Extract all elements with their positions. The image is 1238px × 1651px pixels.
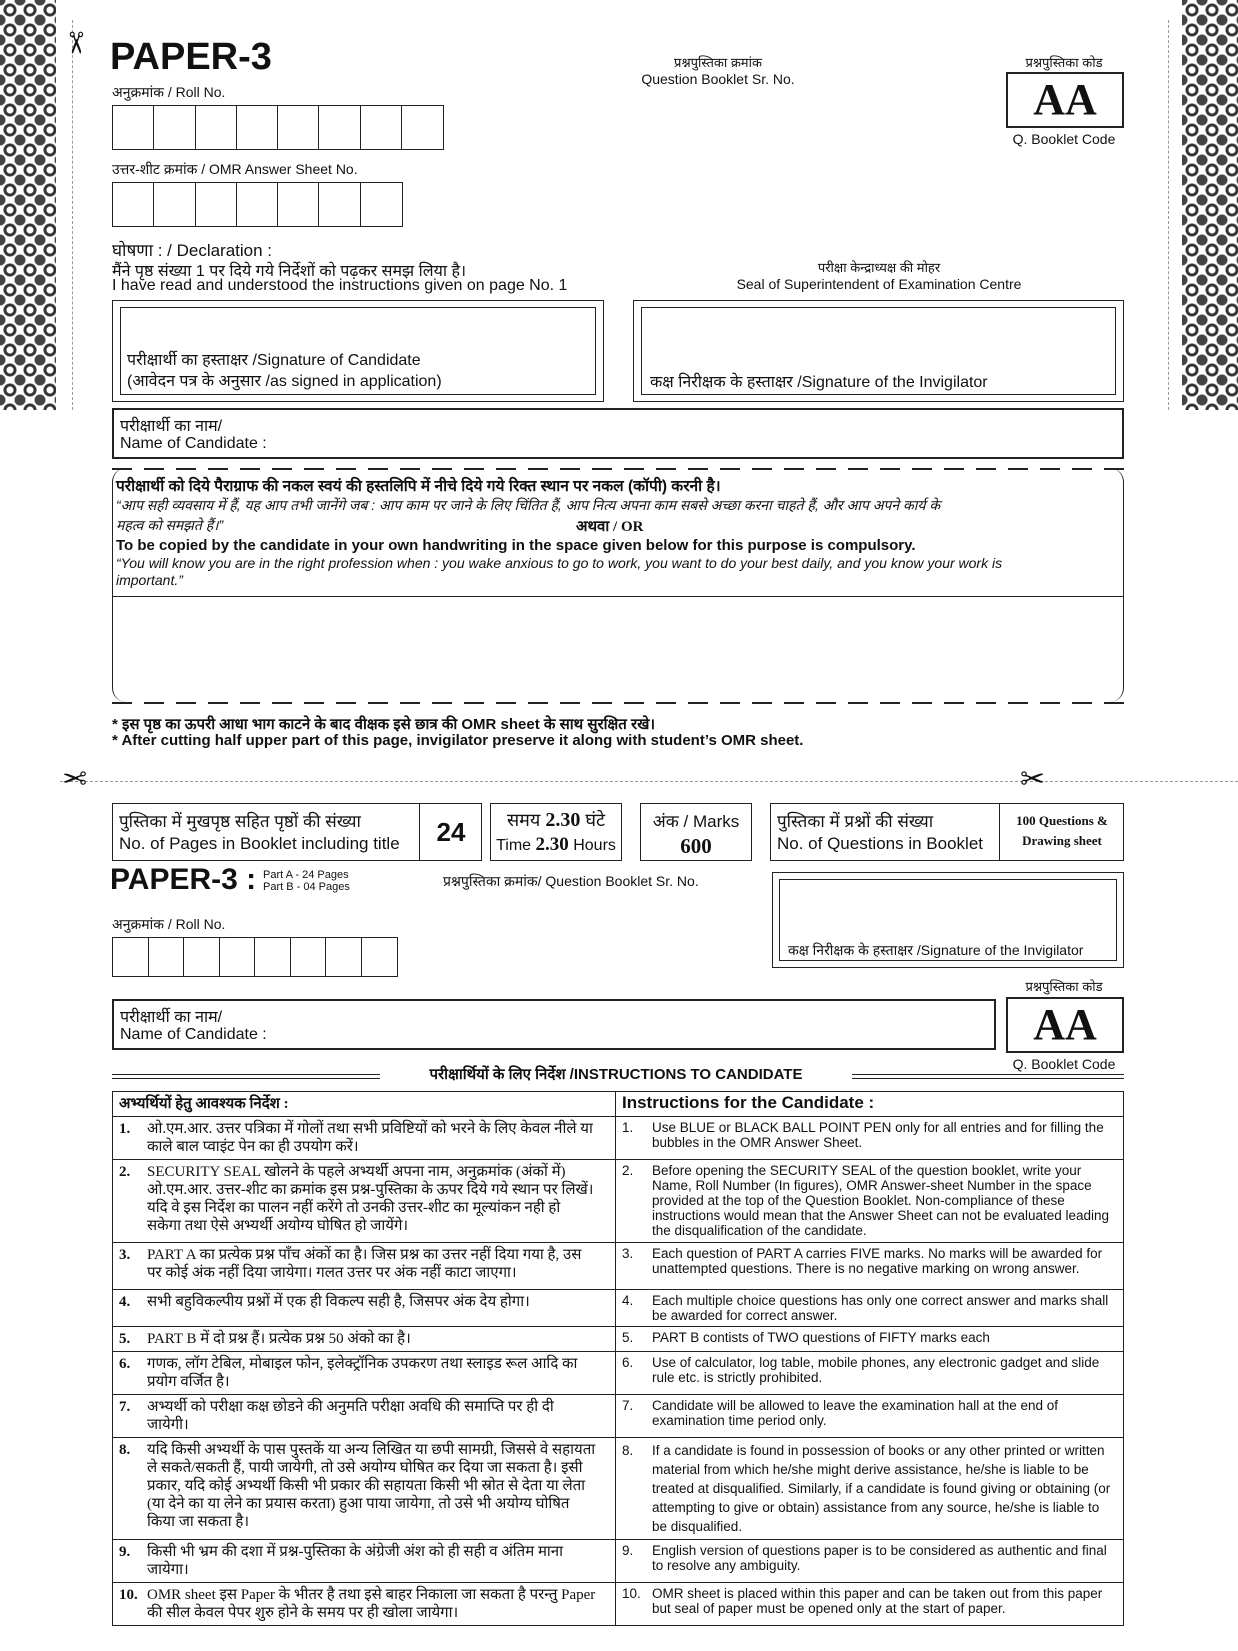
instruction-hi: किसी भी भ्रम की दशा में प्रश्न-पुस्तिका के अंग्रेजी अंश को ही सही व अंतिम माना जायेगा।: [147, 1544, 564, 1578]
banner-rule-left: [112, 1074, 380, 1079]
row-number: 5.: [119, 1331, 131, 1347]
booklet-code-bottom: AA: [1033, 1000, 1097, 1049]
part-a-pages: Part A - 24 Pages: [263, 869, 349, 881]
declaration-en: I have read and understood the instructions given on page No. 1: [112, 277, 568, 294]
booklet-code-label-bottom: Q. Booklet Code: [1012, 1056, 1116, 1072]
questions-box: [770, 803, 1124, 861]
quote-hi-line1: “आप सही व्यवसाय में हैं, यह आप तभी जानेंगे जब : आप काम पर जाने के लिए चिंतित हैं, आप नित्य अपना काम सबसे अच्छा करना चाहते हैं, और आप अपने कार्य के: [116, 497, 941, 513]
invigilator-signature-box-bottom[interactable]: [779, 879, 1117, 961]
row-number: 2.: [119, 1164, 131, 1180]
marks-value: 600: [680, 834, 712, 858]
booklet-code-label: Q. Booklet Code: [1012, 131, 1116, 147]
instruction-hi: PART A का प्रत्येक प्रश्न पाँच अंकों का है। जिस प्रश्न का उत्तर नहीं दिया गया है, उस पर कोई अंक नहीं दिया जायेगा। गलत उत्तर पर अंक नहीं काटा जाएगा।: [147, 1247, 582, 1281]
row-number: 1.: [119, 1121, 131, 1137]
row-number: 2.: [622, 1163, 634, 1178]
row-number: 4.: [119, 1294, 131, 1310]
instruction-hi: सभी बहुविकल्पीय प्रश्नों में एक ही विकल्प सही है, जिसपर अंक देय होगा।: [147, 1294, 530, 1310]
row-number: 6.: [119, 1356, 131, 1372]
instruction-hi: OMR sheet इस Paper के भीतर है तथा इसे बाहर निकाला जा सकता है परन्तु Paper की सील केवल पेपर शुरु होने के समय पर ही खोला जायेगा।: [147, 1587, 596, 1621]
row-number: 8.: [622, 1443, 634, 1458]
time-box: [490, 803, 622, 861]
booklet-sr-bottom: प्रश्नपुस्तिका क्रमांक/ Question Booklet Sr. No.: [443, 873, 699, 889]
omr-label: उत्तर-शीट क्रमांक / OMR Answer Sheet No.: [112, 161, 358, 177]
instruction-row: [113, 1583, 1124, 1626]
row-number: 10.: [622, 1586, 641, 1601]
booklet-code-hi-bottom: प्रश्नपुस्तिका कोड: [1025, 979, 1103, 994]
instruction-row: [113, 1540, 1124, 1583]
seal-hi: परीक्षा केन्द्राध्यक्ष की मोहर: [817, 260, 941, 275]
banner-rule-right: [852, 1074, 1124, 1079]
invigilator-signature-label-bottom: कक्ष निरीक्षक के हस्ताक्षर /Signature of the Invigilator: [788, 942, 1084, 958]
time-hi-suffix: घंटे: [585, 810, 606, 830]
quote-en-line1: “You will know you are in the right profession when : you wake anxious to go to work, you want to do your best daily, and you know your work is: [116, 555, 1003, 571]
quote-en-line2: important.”: [116, 572, 183, 588]
marks-box: [640, 803, 752, 861]
booklet-code-box: [1006, 72, 1124, 128]
row-number: 8.: [119, 1442, 131, 1458]
time-value-hi: 2.30: [545, 809, 581, 831]
note-hi: * इस पृष्ठ का ऊपरी आधा भाग काटने के बाद वीक्षक इसे छात्र की OMR sheet के साथ सुरक्षित रखे।: [112, 716, 656, 733]
questions-en: No. of Questions in Booklet: [777, 834, 984, 853]
instruction-row: [113, 1160, 1124, 1243]
paper-title: PAPER-3: [110, 36, 272, 78]
pages-en: No. of Pages in Booklet including title: [119, 834, 400, 853]
part-b-pages: Part B - 04 Pages: [263, 881, 350, 893]
candidate-name-hi-bottom: परीक्षार्थी का नाम/: [120, 1009, 223, 1026]
candidate-signature-note: (आवेदन पत्र के अनुसार /as signed in application): [127, 373, 442, 390]
time-hi-prefix: समय: [506, 810, 541, 830]
row-number: 9.: [119, 1544, 131, 1560]
row-number: 5.: [622, 1330, 634, 1345]
scissors-icon: ✂: [1020, 763, 1046, 796]
or-text: अथवा / OR: [576, 519, 644, 535]
instructions-header-hi: अभ्यर्थियों हेतु आवश्यक निर्देश :: [113, 1092, 616, 1117]
pages-hi: पुस्तिका में मुखपृष्ठ सहित पृष्ठों की संख्या: [119, 812, 361, 831]
row-number: 4.: [622, 1293, 634, 1308]
omr-number-boxes[interactable]: [112, 182, 403, 227]
row-number: 3.: [622, 1246, 634, 1261]
questions-value-line2: Drawing sheet: [1022, 833, 1102, 848]
copy-space-divider: [112, 596, 1124, 597]
booklet-code: AA: [1033, 75, 1097, 124]
roll-number-boxes-bottom[interactable]: [112, 937, 398, 977]
scissors-icon: ✂: [62, 763, 88, 796]
left-border-pattern: [0, 0, 56, 410]
booklet-sr-en: Question Booklet Sr. No.: [641, 71, 795, 87]
instruction-hi: यदि किसी अभ्यर्थी के पास पुस्तकें या अन्य लिखित या छपी सामग्री, जिससे वे सहायता ले सकते/सकती हैं, पायी जायेगी, तो उसे अयोग्य घोषित कर दिया जा सकता है। इसी प्रकार, यदि कोई अभ्यर्थी किसी भी प्रकार की सहायता किसी भी स्रोत से देता या लेता (या देने का या लेने का प्रयास करता) हुआ पाया जायेगा, तो उसे भी अयोग्य घोषित किया जा सकता है।: [147, 1442, 596, 1530]
invigilator-signature-label: कक्ष निरीक्षक के हस्ताक्षर /Signature of the Invigilator: [650, 374, 988, 391]
row-number: 7.: [622, 1398, 634, 1413]
seal-en: Seal of Superintendent of Examination Centre: [736, 276, 1022, 292]
candidate-name-box-bottom[interactable]: [112, 999, 996, 1050]
instruction-hi: PART B में दो प्रश्न हैं। प्रत्येक प्रश्न 50 अंको का है।: [147, 1331, 411, 1347]
row-number: 3.: [119, 1247, 131, 1263]
pages-info-box: [112, 803, 482, 861]
declaration-heading: घोषणा : / Declaration :: [112, 241, 273, 260]
copy-heading-hi: परीक्षार्थी को दिये पैराग्राफ की नकल स्वयं की हस्तलिपि में नीचे दिये गये रिक्त स्थान पर नकल (कॉपी) करनी है।: [116, 478, 721, 495]
instruction-en: OMR sheet is placed within this paper and can be taken out from this paper but seal of paper must be opened only at the start of paper.: [652, 1586, 1103, 1616]
marks-label: अंक / Marks: [652, 812, 740, 831]
booklet-sr-hi: प्रश्नपुस्तिका क्रमांक: [674, 55, 762, 70]
roll-label: अनुक्रमांक / Roll No.: [112, 84, 226, 100]
instruction-row: [113, 1352, 1124, 1395]
questions-value: [999, 804, 1124, 860]
right-border-pattern: [1182, 0, 1238, 410]
candidate-signature-box[interactable]: [120, 307, 596, 395]
instruction-row: [113, 1117, 1124, 1160]
pages-value: 24: [419, 804, 482, 860]
instruction-row: [113, 1395, 1124, 1438]
instruction-row: [113, 1438, 1124, 1540]
paper-title-bottom: PAPER-3 :: [110, 863, 257, 896]
questions-hi: पुस्तिका में प्रश्नों की संख्या: [777, 812, 934, 831]
instructions-header-en: Instructions for the Candidate :: [616, 1092, 1124, 1117]
roll-label-bottom: अनुक्रमांक / Roll No.: [112, 916, 226, 932]
time-en-suffix: Hours: [573, 837, 616, 854]
instruction-hi: गणक, लॉग टेबिल, मोबाइल फोन, इलेक्ट्रॉनिक उपकरण तथा स्लाइड रूल आदि का प्रयोग वर्जित है।: [147, 1356, 578, 1390]
instruction-hi: ओ.एम.आर. उत्तर पत्रिका में गोलों तथा सभी प्रविष्टियों को भरने के लिए केवल नीले या काले बाल प्वाइंट पेन का ही उपयोग करें।: [147, 1121, 593, 1155]
roll-number-boxes[interactable]: [112, 105, 444, 150]
instructions-header-row: [113, 1092, 1124, 1117]
left-cut-line: [72, 20, 73, 410]
copy-area-bottom-border: [112, 702, 1124, 704]
candidate-name-hi: परीक्षार्थी का नाम/: [120, 418, 223, 435]
row-number: 7.: [119, 1399, 131, 1415]
quote-hi-line2: महत्व को समझते हैं।”: [116, 517, 224, 533]
invigilator-signature-box[interactable]: [641, 307, 1116, 395]
horizontal-cut-line: [60, 781, 1238, 782]
candidate-signature-label: परीक्षार्थी का हस्ताक्षर /Signature of Candidate: [127, 352, 421, 369]
time-en-prefix: Time: [496, 837, 532, 854]
booklet-code-box-bottom: [1006, 997, 1124, 1053]
note-en: * After cutting half upper part of this page, invigilator preserve it along with student’s OMR sheet.: [112, 732, 804, 749]
instruction-en: Each question of PART A carries FIVE marks. No marks will be awarded for unattempted questions. There is no negative marking on wrong answer.: [652, 1246, 1103, 1276]
instruction-en: PART B contists of TWO questions of FIFTY marks each: [652, 1330, 990, 1345]
instruction-row: [113, 1243, 1124, 1290]
instruction-en: If a candidate is found in possession of books or any other printed or written material from which he/she might derive assistance, he/she is liable to be treated at disqualified. Similarly, if a candidate is found giving or obtaining (or attempting to give or obtain) assistance from any source, he/she is liable to be disqualified.: [652, 1443, 1111, 1534]
declaration-hi: मैंने पृष्ठ संख्या 1 पर दिये गये निर्देशों को पढ़कर समझ लिया है।: [112, 263, 467, 280]
row-number: 6.: [622, 1355, 634, 1370]
instruction-hi: अभ्यर्थी को परीक्षा कक्ष छोडने की अनुमति परीक्षा अवधि की समाप्ति पर ही दी जायेगी।: [147, 1399, 554, 1433]
booklet-code-hi: प्रश्नपुस्तिका कोड: [1025, 55, 1103, 70]
row-number: 10.: [119, 1587, 138, 1603]
instruction-en: Each multiple choice questions has only one correct answer and marks shall be awarded for correct answer.: [652, 1293, 1109, 1323]
instruction-en: Use BLUE or BLACK BALL POINT PEN only for all entries and for filling the bubbles in the OMR Answer Sheet.: [652, 1120, 1104, 1150]
instruction-hi: SECURITY SEAL खोलने के पहले अभ्यर्थी अपना नाम, अनुक्रमांक (अंकों में) ओ.एम.आर. उत्तर-शीट का क्रमांक इस प्रश्न-पुस्तिका के ऊपर दिये गये स्थान पर लिखें। यदि वे इस निर्देश का पालन नहीं करेंगे तो उनकी उत्तर-शीट का मूल्यांकन नही हो सकेगा तथा ऐसे अभ्यर्थी अयोग्य घोषित हो जायेंगे।: [147, 1164, 594, 1234]
candidate-name-en-bottom: Name of Candidate :: [120, 1026, 267, 1043]
questions-value-line1: 100 Questions &: [1016, 813, 1108, 828]
instruction-en: Use of calculator, log table, mobile phones, any electronic gadget and slide rule etc. is strictly prohibited.: [652, 1355, 1100, 1385]
candidate-name-en: Name of Candidate :: [120, 435, 267, 452]
instruction-row: [113, 1290, 1124, 1327]
row-number: 1.: [622, 1120, 634, 1135]
instruction-en: Before opening the SECURITY SEAL of the question booklet, write your Name, Roll Number (In figures), OMR Answer-sheet Number in the space provided at the top of the Question Booklet. Non-compliance of these instructions would mean that the Answer Sheet can not be evaluated leading the disqualification of the candidate.: [652, 1163, 1110, 1238]
instructions-table: [112, 1091, 1124, 1626]
instruction-en: English version of questions paper is to be considered as authentic and final to resolve any ambiguity.: [652, 1543, 1107, 1573]
copy-heading-en: To be copied by the candidate in your own handwriting in the space given below for this purpose is compulsory.: [116, 537, 916, 554]
right-cut-line: [1168, 20, 1169, 410]
instructions-banner: परीक्षार्थियों के लिए निर्देश /INSTRUCTIONS TO CANDIDATE: [429, 1066, 803, 1083]
row-number: 9.: [622, 1543, 634, 1558]
instruction-row: [113, 1327, 1124, 1352]
time-value-en: 2.30: [535, 834, 569, 855]
instruction-en: Candidate will be allowed to leave the examination hall at the end of examination time period only.: [652, 1398, 1059, 1428]
scissors-icon: ✂: [58, 30, 92, 56]
candidate-name-box[interactable]: [112, 408, 1124, 459]
